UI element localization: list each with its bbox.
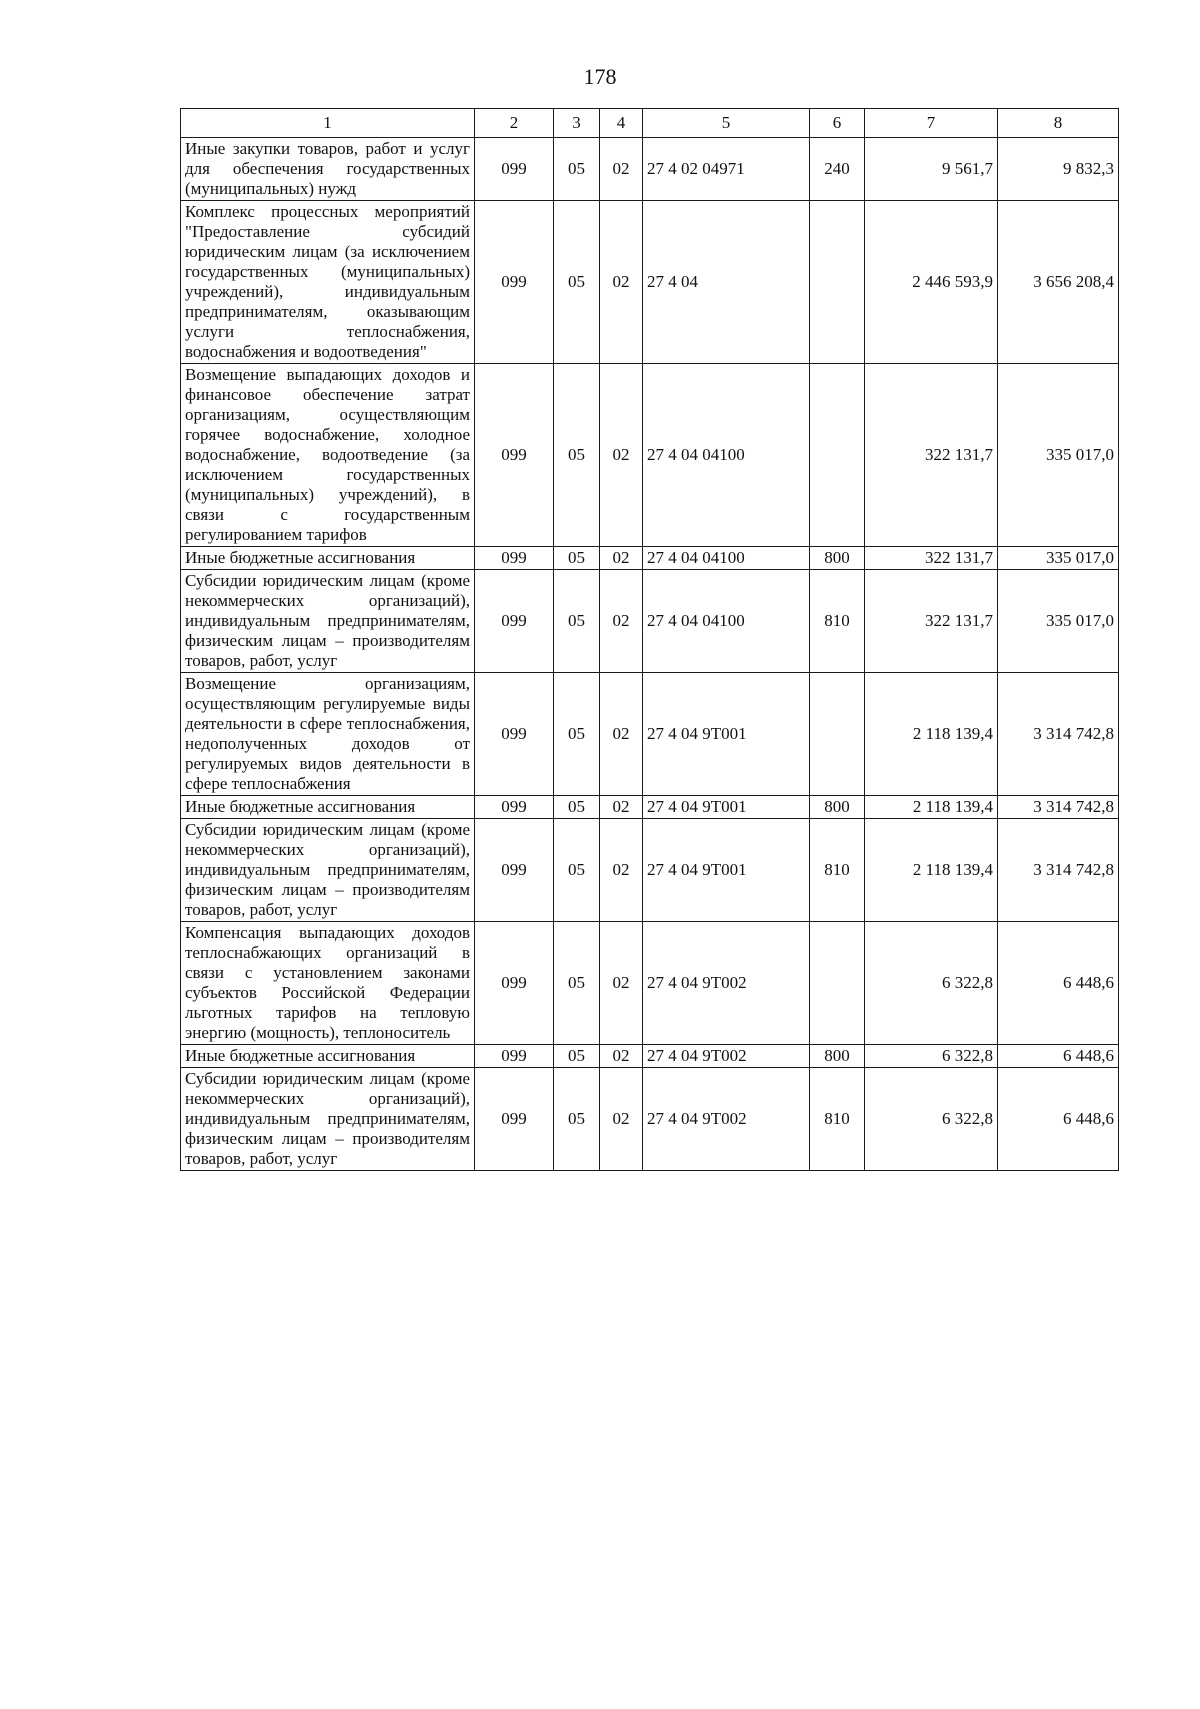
table-row [181,1045,1119,1068]
cell-sum-1: 6 322,8 [865,1045,998,1068]
cell-pr: 02 [600,1068,643,1171]
cell-name: Субсидии юридическим лицам (кроме некоммерческих организаций), индивидуальным предпринимателям, физическим лицам – производителям товаров, работ, услуг [181,570,475,673]
cell-vr: 810 [810,1068,865,1171]
cell-ved: 099 [475,1045,554,1068]
cell-sum-1: 322 131,7 [865,547,998,570]
column-header: 4 [600,109,643,138]
cell-sum-2: 6 448,6 [998,1045,1119,1068]
cell-ved: 099 [475,570,554,673]
table-row [181,138,1119,201]
cell-sum-2: 6 448,6 [998,1068,1119,1171]
cell-vr: 240 [810,138,865,201]
cell-pr: 02 [600,819,643,922]
cell-pr: 02 [600,138,643,201]
cell-name: Субсидии юридическим лицам (кроме некоммерческих организаций), индивидуальным предпринимателям, физическим лицам – производителям товаров, работ, услуг [181,1068,475,1171]
cell-ved: 099 [475,673,554,796]
table-row [181,673,1119,796]
cell-rz: 05 [554,796,600,819]
cell-csr: 27 4 04 9Т001 [643,796,810,819]
cell-sum-1: 6 322,8 [865,922,998,1045]
cell-sum-1: 322 131,7 [865,364,998,547]
cell-vr: 800 [810,1045,865,1068]
cell-csr: 27 4 04 04100 [643,547,810,570]
cell-name: Иные бюджетные ассигнования [181,547,475,570]
cell-rz: 05 [554,1068,600,1171]
table-row [181,547,1119,570]
cell-sum-2: 3 656 208,4 [998,201,1119,364]
header-row [181,109,1119,138]
cell-ved: 099 [475,364,554,547]
column-header: 8 [998,109,1119,138]
cell-vr [810,922,865,1045]
cell-sum-1: 322 131,7 [865,570,998,673]
cell-ved: 099 [475,138,554,201]
cell-rz: 05 [554,819,600,922]
cell-csr: 27 4 04 04100 [643,570,810,673]
cell-name: Субсидии юридическим лицам (кроме некоммерческих организаций), индивидуальным предпринимателям, физическим лицам – производителям товаров, работ, услуг [181,819,475,922]
cell-sum-2: 335 017,0 [998,364,1119,547]
cell-sum-2: 6 448,6 [998,922,1119,1045]
cell-pr: 02 [600,1045,643,1068]
cell-vr: 810 [810,819,865,922]
cell-name: Возмещение выпадающих доходов и финансовое обеспечение затрат организациям, осуществляющим горячее водоснабжение, холодное водоснабжение, водоотведение (за исключением государственных (муниципальных) учреждений), в связи с государственным регулированием тарифов [181,364,475,547]
cell-vr: 810 [810,570,865,673]
cell-sum-1: 2 118 139,4 [865,673,998,796]
cell-rz: 05 [554,547,600,570]
cell-vr: 800 [810,547,865,570]
column-header: 6 [810,109,865,138]
cell-sum-1: 2 118 139,4 [865,796,998,819]
cell-ved: 099 [475,201,554,364]
column-header: 3 [554,109,600,138]
page-number: 178 [583,64,617,89]
cell-pr: 02 [600,673,643,796]
cell-rz: 05 [554,138,600,201]
cell-csr: 27 4 04 9Т002 [643,1045,810,1068]
cell-vr: 800 [810,796,865,819]
cell-ved: 099 [475,796,554,819]
table-row [181,796,1119,819]
cell-pr: 02 [600,201,643,364]
cell-sum-2: 3 314 742,8 [998,819,1119,922]
cell-csr: 27 4 04 04100 [643,364,810,547]
cell-name: Комплекс процессных мероприятий "Предоставление субсидий юридическим лицам (за исключением государственных (муниципальных) учреждений), индивидуальным предпринимателям, оказывающим услуги теплоснабжения, водоснабжения и водоотведения" [181,201,475,364]
cell-csr: 27 4 04 9Т001 [643,819,810,922]
column-header: 2 [475,109,554,138]
cell-name: Иные бюджетные ассигнования [181,1045,475,1068]
column-header: 5 [643,109,810,138]
cell-rz: 05 [554,922,600,1045]
cell-csr: 27 4 04 9Т002 [643,922,810,1045]
cell-pr: 02 [600,796,643,819]
cell-sum-2: 3 314 742,8 [998,673,1119,796]
cell-csr: 27 4 02 04971 [643,138,810,201]
table-row [181,922,1119,1045]
table-row [181,1068,1119,1171]
cell-ved: 099 [475,922,554,1045]
cell-csr: 27 4 04 [643,201,810,364]
cell-rz: 05 [554,364,600,547]
cell-pr: 02 [600,547,643,570]
cell-rz: 05 [554,673,600,796]
cell-ved: 099 [475,819,554,922]
cell-sum-1: 9 561,7 [865,138,998,201]
cell-name: Иные бюджетные ассигнования [181,796,475,819]
cell-sum-1: 2 446 593,9 [865,201,998,364]
table-row [181,570,1119,673]
column-header: 1 [181,109,475,138]
cell-vr [810,201,865,364]
cell-pr: 02 [600,922,643,1045]
cell-csr: 27 4 04 9Т001 [643,673,810,796]
cell-ved: 099 [475,547,554,570]
cell-pr: 02 [600,570,643,673]
cell-pr: 02 [600,364,643,547]
table-row [181,201,1119,364]
cell-sum-2: 9 832,3 [998,138,1119,201]
cell-rz: 05 [554,570,600,673]
cell-sum-1: 2 118 139,4 [865,819,998,922]
table-body [181,138,1119,1171]
cell-sum-2: 335 017,0 [998,570,1119,673]
cell-rz: 05 [554,1045,600,1068]
cell-sum-2: 3 314 742,8 [998,796,1119,819]
column-header: 7 [865,109,998,138]
cell-vr [810,673,865,796]
cell-ved: 099 [475,1068,554,1171]
table-row [181,819,1119,922]
cell-name: Иные закупки товаров, работ и услуг для обеспечения государственных (муниципальных) нужд [181,138,475,201]
cell-name: Возмещение организациям, осуществляющим регулируемые виды деятельности в сфере теплоснабжения, недополученных доходов от регулируемых видов деятельности в сфере теплоснабжения [181,673,475,796]
cell-sum-2: 335 017,0 [998,547,1119,570]
table-row [181,364,1119,547]
budget-table [180,108,1119,1171]
cell-name: Компенсация выпадающих доходов теплоснабжающих организаций в связи с установлением законами субъектов Российской Федерации льготных тарифов на тепловую энергию (мощность), теплоноситель [181,922,475,1045]
cell-csr: 27 4 04 9Т002 [643,1068,810,1171]
cell-vr [810,364,865,547]
cell-rz: 05 [554,201,600,364]
cell-sum-1: 6 322,8 [865,1068,998,1171]
